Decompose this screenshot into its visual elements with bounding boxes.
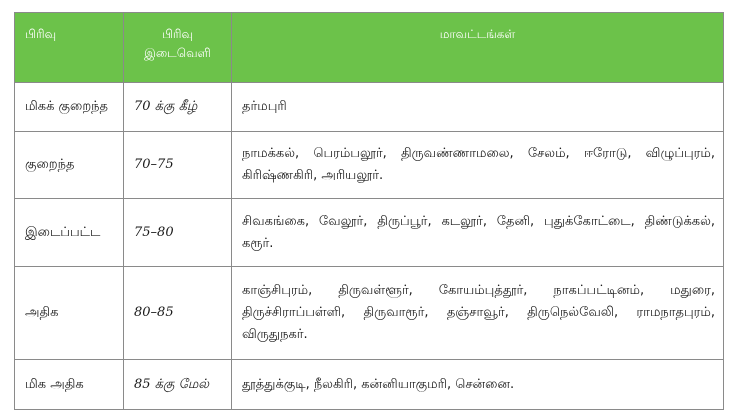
category-cell: மிகக் குறைந்த	[15, 83, 124, 132]
range-cell: 70–75	[124, 132, 232, 199]
districts-cell: தூத்துக்குடி, நீலகிரி, கன்னியாகுமரி, சென்னை.	[232, 360, 724, 410]
range-cell: 75–80	[124, 199, 232, 267]
table-row	[15, 267, 724, 360]
districts-cell: காஞ்சிபுரம், திருவள்ளூர், கோயம்புத்தூர், நாகப்பட்டினம், மதுரை, திருச்சிராப்பள்ளி, திருவாரூர், தஞ்சாவூர், திருநெல்வேலி, ராமநாதபுரம், விருதுநகர்.	[232, 267, 724, 360]
category-cell: குறைந்த	[15, 132, 124, 199]
range-cell: 85 க்கு மேல்	[124, 360, 232, 410]
table-row	[15, 83, 724, 132]
category-cell: மிக அதிக	[15, 360, 124, 410]
header-range	[124, 13, 232, 83]
header-districts: மாவட்டங்கள்	[232, 13, 724, 83]
districts-cell: சிவகங்கை, வேலூர், திருப்பூர், கடலூர், தேனி, புதுக்கோட்டை, திண்டுக்கல், கரூர்.	[232, 199, 724, 267]
header-range-line2: இடைவெளி	[144, 46, 211, 60]
header-category: பிரிவு	[15, 13, 124, 83]
table-row	[15, 199, 724, 267]
districts-cell: தர்மபுரி	[232, 83, 724, 132]
table-row	[15, 360, 724, 410]
header-range-line1: பிரிவு	[161, 27, 194, 41]
category-cell: அதிக	[15, 267, 124, 360]
category-cell: இடைப்பட்ட	[15, 199, 124, 267]
header-row	[15, 13, 724, 83]
range-cell: 70 க்கு கீழ்	[124, 83, 232, 132]
table-row	[15, 132, 724, 199]
districts-cell: நாமக்கல், பெரம்பலூர், திருவண்ணாமலை, சேலம், ஈரோடு, விழுப்புரம், கிரிஷ்ணகிரி, அரியலூர்.	[232, 132, 724, 199]
literacy-table	[14, 12, 724, 410]
range-cell: 80–85	[124, 267, 232, 360]
